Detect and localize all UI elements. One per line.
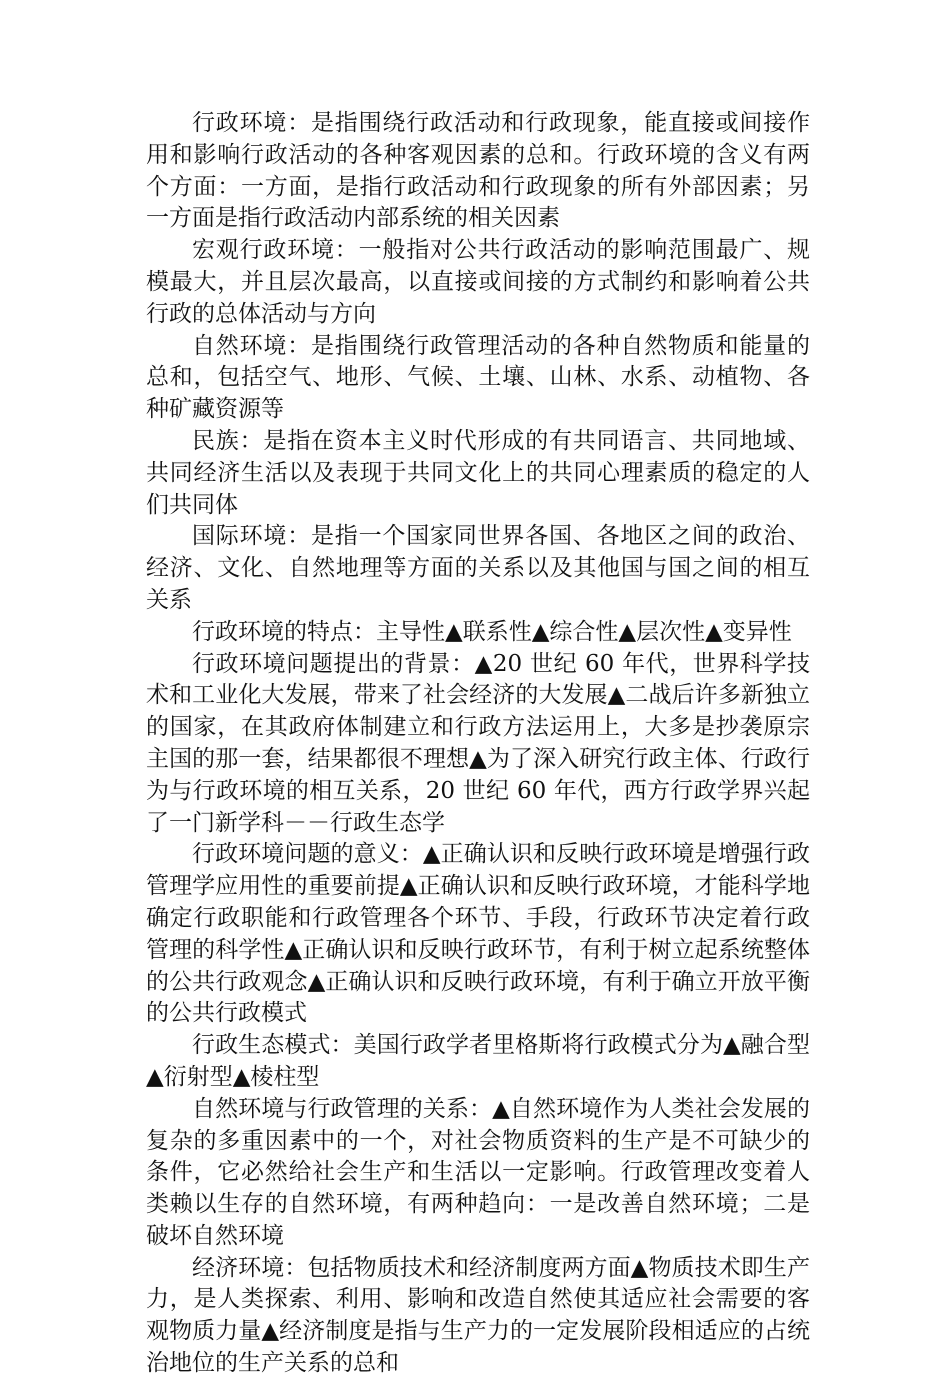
paragraph-international-environment: 国际环境：是指一个国家同世界各国、各地区之间的政治、经济、文化、自然地理等方面的关系以及其他国与国之间的相互关系 [146, 523, 810, 613]
document-body [146, 108, 810, 1380]
paragraph-nation: 民族：是指在资本主义时代形成的有共同语言、共同地域、共同经济生活以及表现于共同文化上的共同心理素质的稳定的人们共同体 [146, 427, 810, 518]
paragraph-administrative-environment: 行政环境：是指围绕行政活动和行政现象，能直接或间接作用和影响行政活动的各种客观因素的总和。行政环境的含义有两个方面：一方面，是指行政活动和行政现象的所有外部因素；另一方面是指行政活动内部系统的相关因素 [146, 110, 810, 232]
paragraph-ecological-model: 行政生态模式：美国行政学者里格斯将行政模式分为▲融合型▲衍射型▲棱柱型 [146, 1032, 810, 1090]
paragraph-background: 行政环境问题提出的背景：▲20 世纪 60 年代，世界科学技术和工业化大发展，带来了社会经济的大发展▲二战后许多新独立的国家，在其政府体制建立和行政方法运用上，大多是抄袭原宗主国的那一套，结果都很不理想▲为了深入研究行政主体、行政行为与行政环境的相互关系，20 世纪 60 年代，西方行政学界兴起了一门新学科－－行政生态学 [146, 650, 810, 836]
paragraph-natural-environment: 自然环境：是指围绕行政管理活动的各种自然物质和能量的总和，包括空气、地形、气候、土壤、山林、水系、动植物、各种矿藏资源等 [146, 332, 810, 423]
paragraph-nature-and-management: 自然环境与行政管理的关系：▲自然环境作为人类社会发展的复杂的多重因素中的一个，对社会物质资料的生产是不可缺少的条件，它必然给社会生产和生活以一定影响。行政管理改变着人类赖以生存的自然环境，有两种趋向：一是改善自然环境；二是破坏自然环境 [146, 1095, 810, 1249]
paragraph-economic-environment: 经济环境：包括物质技术和经济制度两方面▲物质技术即生产力，是人类探索、利用、影响和改造自然使其适应社会需要的客观物质力量▲经济制度是指与生产力的一定发展阶段相适应的占统治地位的生产关系的总和 [146, 1254, 810, 1377]
paragraph-significance: 行政环境问题的意义：▲正确认识和反映行政环境是增强行政管理学应用性的重要前提▲正确认识和反映行政环境，才能科学地确定行政职能和行政管理各个环节、手段，行政环节决定着行政管理的科学性▲正确认识和反映行政环节，有利于树立起系统整体的公共行政观念▲正确认识和反映行政环境，有利于确立开放平衡的公共行政模式 [146, 841, 810, 1027]
paragraph-characteristics: 行政环境的特点：主导性▲联系性▲综合性▲层次性▲变异性 [192, 618, 792, 645]
paragraph-macro-environment: 宏观行政环境：一般指对公共行政活动的影响范围最广、规模最大，并且层次最高，以直接或间接的方式制约和影响着公共行政的总体活动与方向 [146, 237, 810, 327]
